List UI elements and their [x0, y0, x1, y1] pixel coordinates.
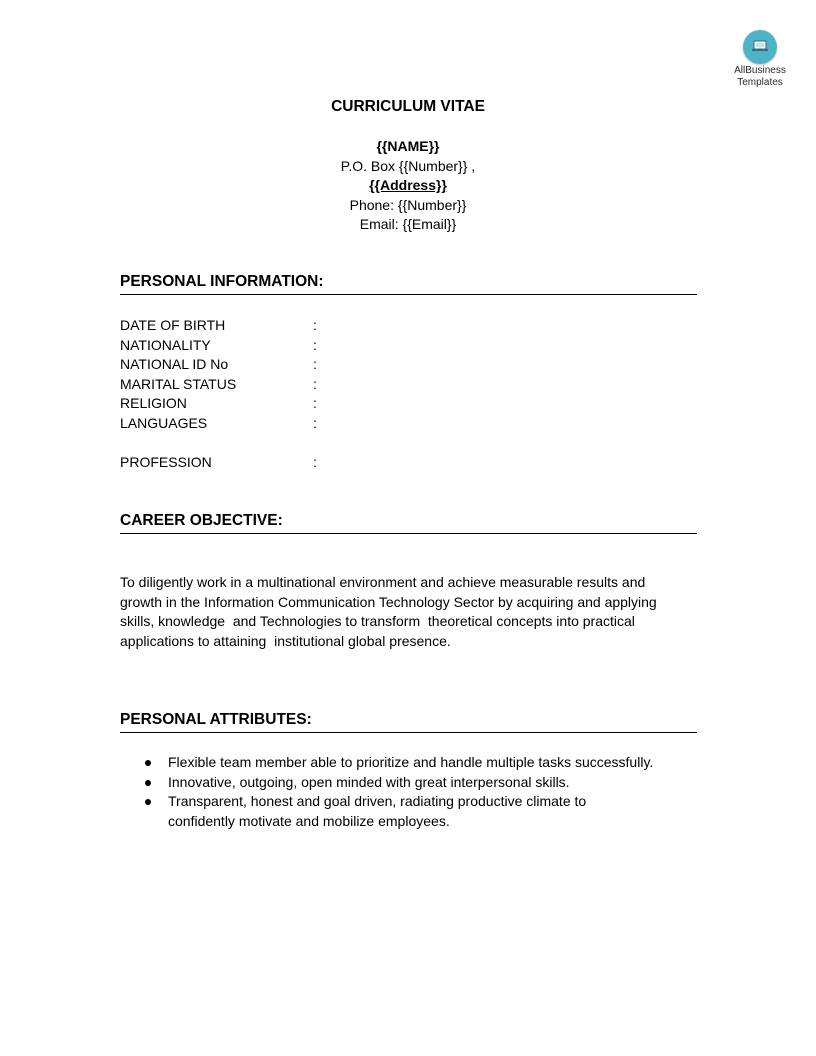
personal-attributes-heading: PERSONAL ATTRIBUTES: — [120, 711, 697, 733]
info-row-profession — [120, 453, 620, 473]
contact-block — [0, 137, 816, 235]
info-row-national-id — [120, 355, 620, 375]
info-colon: : — [313, 356, 317, 372]
objective-line: applications to attaining institutional global presence. — [120, 632, 451, 649]
logo-badge — [743, 30, 777, 64]
info-label: LANGUAGES — [120, 414, 208, 431]
po-box-line: P.O. Box {{Number}} , — [340, 157, 476, 174]
info-colon: : — [313, 375, 317, 392]
info-label: MARITAL STATUS — [120, 375, 237, 392]
info-colon: : — [313, 395, 317, 411]
company-logo — [728, 30, 792, 88]
laptop-icon — [751, 40, 769, 52]
info-row-date-of-birth — [120, 316, 620, 336]
personal-attributes-list — [120, 753, 700, 831]
attribute-line: confidently motivate and mobilize employees. — [168, 812, 450, 829]
info-colon: : — [313, 317, 317, 333]
info-spacer — [120, 433, 620, 453]
list-item — [120, 773, 700, 793]
info-colon: : — [313, 336, 317, 353]
attribute-line: Transparent, honest and goal driven, radiating productive climate to — [168, 793, 587, 809]
personal-information-list — [120, 316, 620, 472]
objective-line: skills, knowledge and Technologies to transform theoretical concepts into practical — [120, 613, 635, 629]
email-line: Email: {{Email}} — [359, 216, 457, 232]
info-colon: : — [313, 453, 317, 470]
attribute-line: Innovative, outgoing, open minded with great interpersonal skills. — [168, 773, 570, 790]
bullet-icon — [145, 799, 151, 805]
logo-text-line2: Templates — [737, 77, 783, 88]
document-title: CURRICULUM VITAE — [331, 98, 485, 115]
info-row-marital-status — [120, 375, 620, 395]
info-label: RELIGION — [120, 395, 187, 411]
list-item — [120, 753, 700, 773]
phone-line: Phone: {{Number}} — [349, 196, 467, 213]
info-row-languages — [120, 414, 620, 434]
career-objective-text — [120, 573, 700, 651]
info-label: PROFESSION — [120, 453, 212, 470]
info-row-nationality — [120, 336, 620, 356]
career-objective-heading: CAREER OBJECTIVE: — [120, 512, 697, 534]
info-label: NATIONALITY — [120, 336, 211, 353]
info-label: DATE OF BIRTH — [120, 317, 226, 333]
attribute-line: Flexible team member able to prioritize and handle multiple tasks successfully. — [168, 754, 654, 770]
list-item — [120, 792, 700, 831]
objective-line: growth in the Information Communication Technology Sector by acquiring and applying — [120, 593, 657, 610]
objective-line: To diligently work in a multinational environment and achieve measurable results and — [120, 574, 646, 590]
bullet-icon — [145, 760, 151, 766]
info-label: NATIONAL ID No — [120, 356, 229, 372]
info-row-religion — [120, 394, 620, 414]
personal-information-heading: PERSONAL INFORMATION: — [120, 273, 697, 295]
name-placeholder: {{NAME}} — [376, 138, 440, 154]
bullet-icon — [145, 780, 151, 786]
info-colon: : — [313, 414, 317, 431]
logo-text-line1: AllBusiness — [734, 65, 786, 76]
address-placeholder: {{Address}} — [369, 177, 447, 193]
